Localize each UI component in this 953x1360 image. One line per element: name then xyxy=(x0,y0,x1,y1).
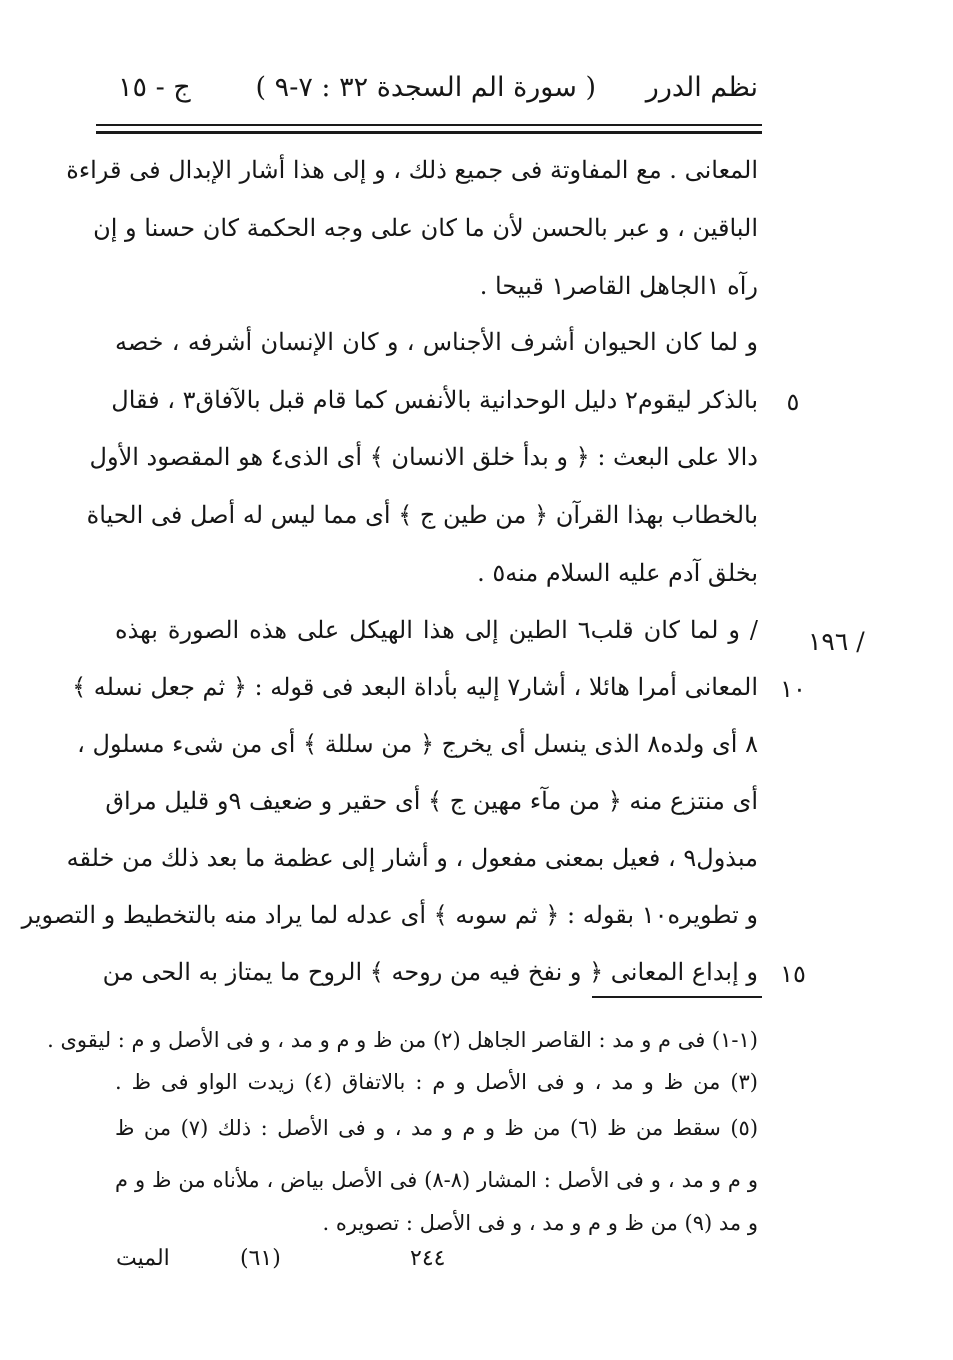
page-number: ٢٤٤ xyxy=(410,1246,446,1271)
signature-number: (٦١) xyxy=(240,1246,281,1271)
body-line-5: بالذكر ليقوم٢ دليل الوحدانية بالأنفس كما قام قبل بالآفاق٣ ، فقال xyxy=(111,386,758,414)
catchword: الميت xyxy=(116,1246,170,1271)
body-line-6: دالا على البعث : ﴿ و بدأ خلق الانسان ﴾ أى الذى٤ هو المقصود الأول xyxy=(89,443,758,471)
body-line-15: و إبداع المعانى ﴿ و نفخ فيه من روحه ﴾ الروح ما يمتاز به الحى من xyxy=(102,958,758,986)
footnote-line-5: و مد (٩) من ظ و م و مد ، و فى الأصل : تصويره . xyxy=(322,1211,758,1235)
body-line-4: و لما كان الحيوان أشرف الأجناس ، و كان الإنسان أشرفه ، خصه xyxy=(115,328,758,356)
body-line-2: الباقين ، و عبر بالحسن لأن ما كان على وجه الحكمة كان حسنا و إن xyxy=(93,214,758,242)
body-line-10: المعانى أمرا هائلا ، أشار٧ إليه بأداة البعد فى قوله : ﴿ ثم جعل نسله ﴾ xyxy=(72,673,758,701)
body-line-13: مبذول٩ ، فعيل بمعنى مفعول ، و أشار إلى عظمة ما بعد ذلك من خلقه xyxy=(66,844,758,872)
body-line-11: ٨ أى ولده٨ الذى ينسل أى يخرج ﴿ من سللة ﴾ أى من شىء مسلول ، xyxy=(77,730,758,758)
footnote-line-4: و م و مد ، و فى الأصل : المشار (٨-٨) فى الأصل بياض ، ملأناه من ظ و م xyxy=(115,1168,758,1192)
surah-reference: ( سورة الم السجدة ٣٢ : ٧-٩ ) xyxy=(255,72,596,103)
footnote-line-2: (٣) من ظ و مد ، و فى الأصل و م : بالاتفاق (٤) زيدت الواو فى ظ . xyxy=(115,1070,758,1094)
body-line-14: و تطويره١٠ بقوله : ﴿ ثم سوىه ﴾ أى عدله لما يراد منه بالتخطيط و التصوير xyxy=(21,901,758,929)
header-rule-thick xyxy=(96,131,762,134)
body-line-12: أى منتزع منه ﴿ من مآء مهين ج ﴾ أى حقير و ضعيف ٩و قليل مراق xyxy=(105,787,758,815)
body-line-7: بالخطاب بهذا القرآن ﴿ من طين ج ﴾ أى مما ليس له أصل فى الحياة xyxy=(86,501,758,529)
footnote-line-1: (١-١) فى م و مد : القاصر الجاهل (٢) من ظ و م و مد ، و فى الأصل و م : ليقوى . xyxy=(47,1028,758,1052)
line-number-5: ٥ xyxy=(786,388,800,416)
body-line-3: رآه ١الجاهل القاصر١ قبيحا . xyxy=(479,272,758,300)
body-line-1: المعانى . مع المفاوتة فى جميع ذلك ، و إلى هذا أشار الإبدال فى قراءة xyxy=(66,156,758,184)
line-number-15: ١٥ xyxy=(780,960,806,988)
body-line-8: بخلق آدم عليه السلام منه٥ . xyxy=(477,559,758,587)
header-rule-thin xyxy=(96,124,762,126)
book-title: نظم الدرر xyxy=(645,72,758,103)
volume-label: ج - ١٥ xyxy=(118,72,191,103)
margin-page-reference: ١٩٦ / xyxy=(808,627,865,656)
footnote-rule xyxy=(592,996,762,998)
line-number-10: ١٠ xyxy=(780,675,806,703)
body-line-9: / و لما كان قلب٦ الطين إلى هذا الهيكل على هذه الصورة بهذه xyxy=(115,616,758,644)
footnote-line-3: (٥) سقط من ظ (٦) من ظ و م و مد ، و فى الأصل : ذلك (٧) من ظ xyxy=(115,1116,759,1140)
